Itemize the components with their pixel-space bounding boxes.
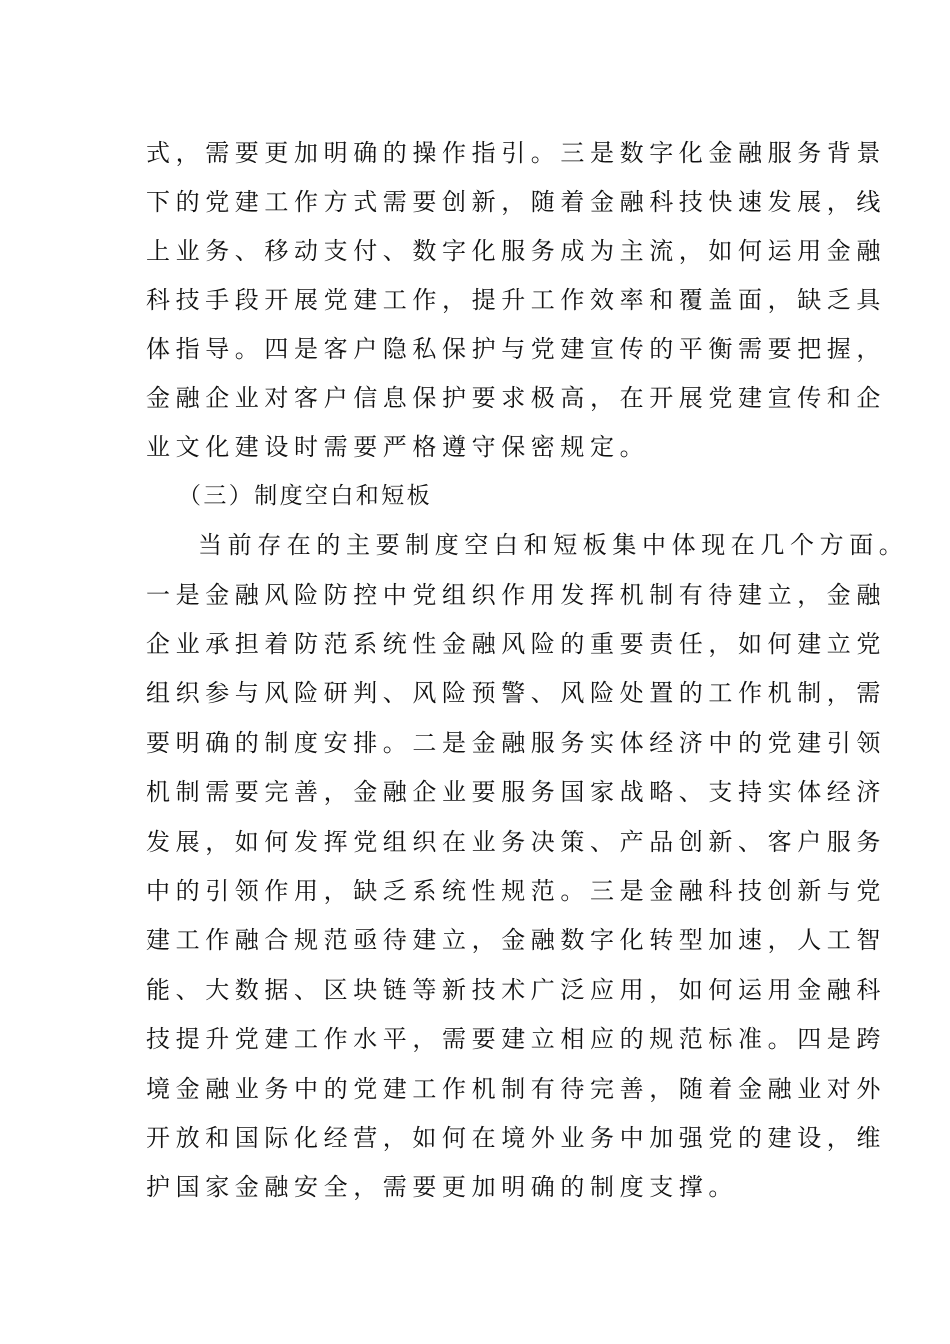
paragraph-line: 组织参与风险研判、风险预警、风险处置的工作机制，需 xyxy=(146,679,886,707)
paragraph-line: 企业承担着防范系统性金融风险的重要责任，如何建立党 xyxy=(146,630,886,658)
paragraph-line: 发展，如何发挥党组织在业务决策、产品创新、客户服务 xyxy=(146,828,886,856)
paragraph-line: 要明确的制度安排。二是金融服务实体经济中的党建引领 xyxy=(146,729,886,757)
paragraph-line: 当前存在的主要制度空白和短板集中体现在几个方面。 xyxy=(198,531,909,559)
paragraph-line: 建工作融合规范亟待建立，金融数字化转型加速，人工智 xyxy=(146,926,886,954)
paragraph-line: 体指导。四是客户隐私保护与党建宣传的平衡需要把握， xyxy=(146,335,886,363)
section-heading: （三）制度空白和短板 xyxy=(178,483,432,509)
paragraph-line: 境金融业务中的党建工作机制有待完善，随着金融业对外 xyxy=(146,1075,886,1103)
paragraph-line: 开放和国际化经营，如何在境外业务中加强党的建设，维 xyxy=(146,1124,886,1152)
paragraph-line: 上业务、移动支付、数字化服务成为主流，如何运用金融 xyxy=(146,237,886,265)
paragraph-line: 式，需要更加明确的操作指引。三是数字化金融服务背景 xyxy=(146,139,886,167)
paragraph-line: 业文化建设时需要严格遵守保密规定。 xyxy=(146,433,650,461)
paragraph-line: 中的引领作用，缺乏系统性规范。三是金融科技创新与党 xyxy=(146,877,886,905)
paragraph-line: 机制需要完善，金融企业要服务国家战略、支持实体经济 xyxy=(146,778,886,806)
paragraph-line: 科技手段开展党建工作，提升工作效率和覆盖面，缺乏具 xyxy=(146,286,886,314)
paragraph-line: 能、大数据、区块链等新技术广泛应用，如何运用金融科 xyxy=(146,976,886,1004)
paragraph-line: 下的党建工作方式需要创新，随着金融科技快速发展，线 xyxy=(146,188,886,216)
paragraph-line: 护国家金融安全，需要更加明确的制度支撑。 xyxy=(146,1173,738,1201)
paragraph-line: 金融企业对客户信息保护要求极高，在开展党建宣传和企 xyxy=(146,384,886,412)
paragraph-line: 技提升党建工作水平，需要建立相应的规范标准。四是跨 xyxy=(146,1025,886,1053)
paragraph-line: 一是金融风险防控中党组织作用发挥机制有待建立，金融 xyxy=(146,581,886,609)
